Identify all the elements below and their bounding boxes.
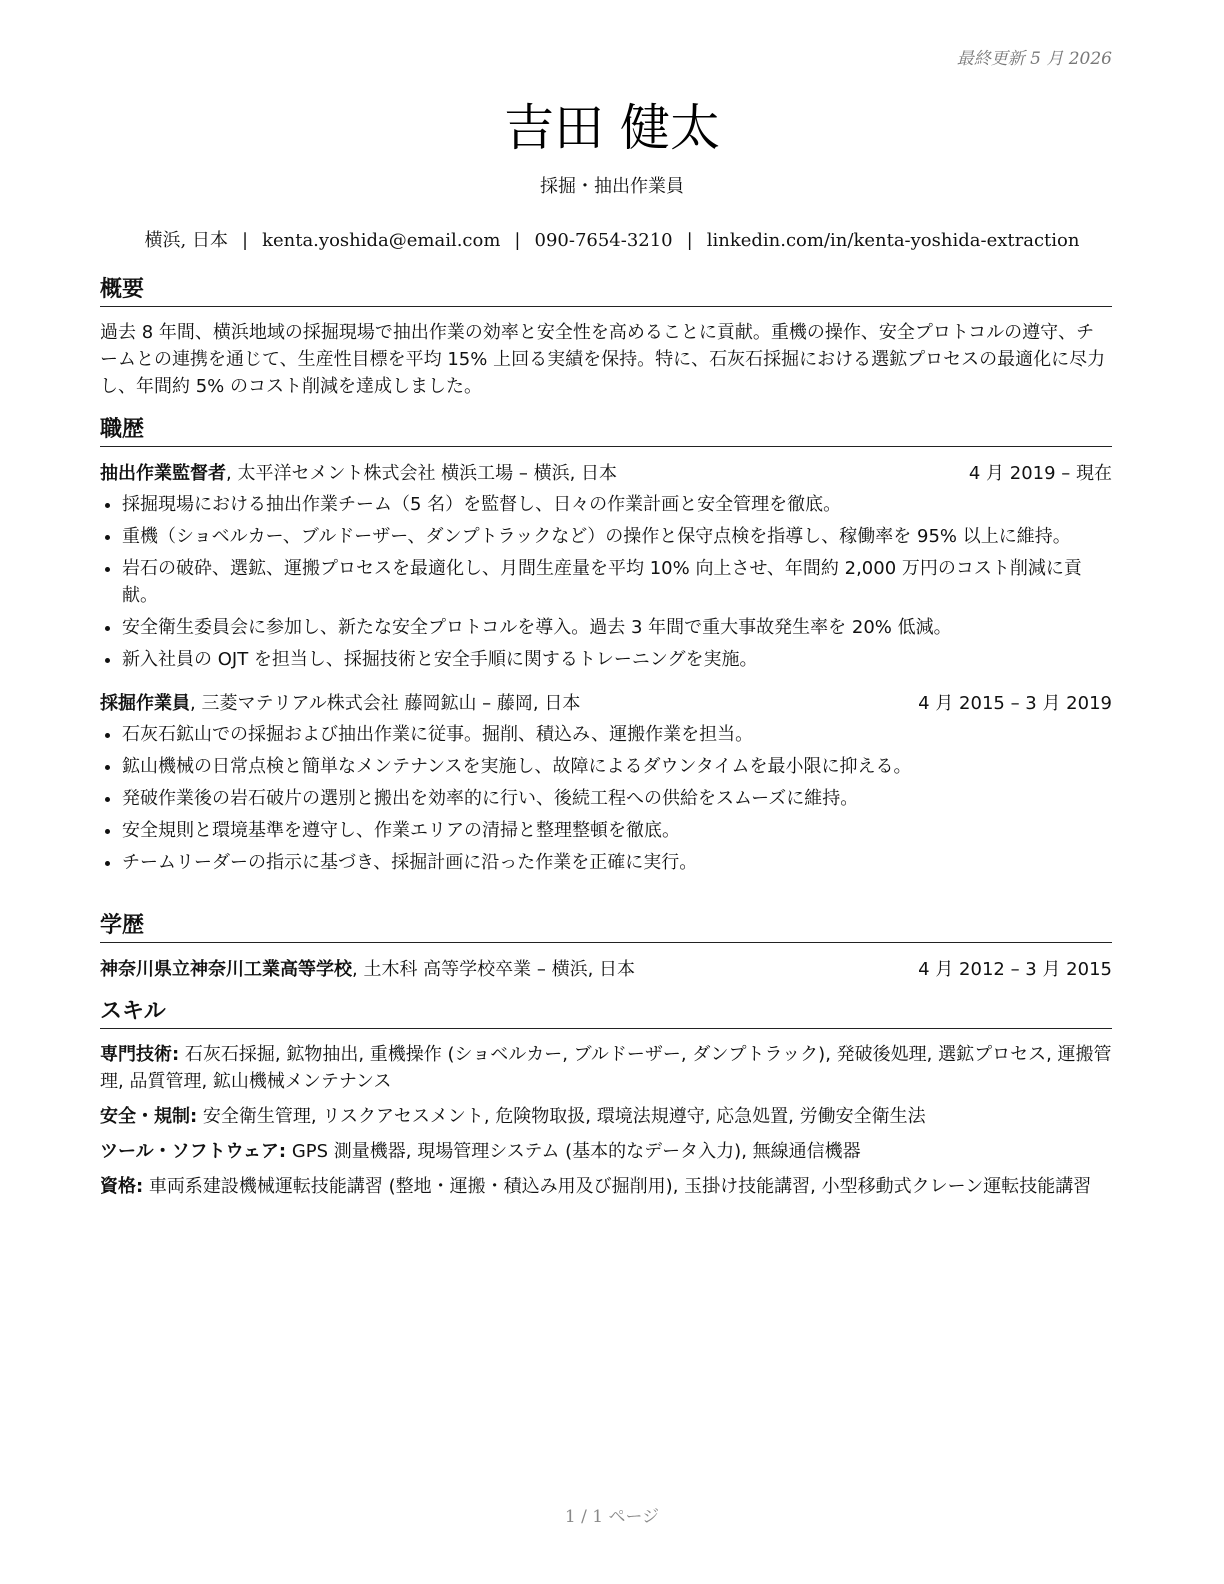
job-bullets [100,721,1112,876]
job-bullet: • 岩石の破砕、選鉱、運搬プロセスを最適化し、月間生産量を平均 10% 向上させ、年間約 2,000 万円のコスト削減に貢献。 [122,555,1112,609]
job-org: , 太平洋セメント株式会社 横浜工場 – 横浜, 日本 [226,463,618,484]
job-dates: 4 月 2019 – 現在 [968,463,1112,484]
job-entry [100,691,1112,876]
last-updated: 最終更新 5 月 2026 [956,49,1112,69]
job-bullet: • 発破作業後の岩石破片の選別と搬出を効率的に行い、後続工程への供給をスムーズに維持。 [122,785,1112,812]
skills-list [100,1041,1112,1200]
education-school-detail [100,957,635,983]
job-bullet: • 安全衛生委員会に参加し、新たな安全プロトコルを導入。過去 3 年間で重大事故発生率を 20% 低減。 [122,614,1112,641]
job-bullet: • チームリーダーの指示に基づき、採掘計画に沿った作業を正確に実行。 [122,849,1112,876]
skill-line [100,1041,1112,1095]
contact-linkedin[interactable]: linkedin.com/in/kenta-yoshida-extraction [706,230,1080,251]
skill-label: 専門技術: [100,1044,180,1065]
contact-phone[interactable]: 090-7654-3210 [534,230,673,251]
education-entry [100,957,1112,983]
skill-line [100,1103,1112,1130]
skill-text: GPS 測量機器, 現場管理システム (基本的なデータ入力), 無線通信機器 [286,1141,861,1162]
job-header [100,691,1112,717]
skill-label: ツール・ソフトウェア: [100,1141,287,1162]
contact-separator: | [241,230,249,251]
job-title-org [100,691,580,717]
job-title: 採掘作業員 [100,693,190,714]
job-bullets [100,491,1112,673]
job-bullet: • 採掘現場における抽出作業チーム（5 名）を監督し、日々の作業計画と安全管理を徹底。 [122,491,1112,518]
education-school: 神奈川県立神奈川工業高等学校 [100,959,352,980]
job-dates: 4 月 2015 – 3 月 2019 [918,693,1112,714]
skill-line [100,1138,1112,1165]
job-title: 抽出作業監督者 [100,463,226,484]
summary-section [100,276,1112,400]
job-org: , 三菱マテリアル株式会社 藤岡鉱山 – 藤岡, 日本 [190,693,581,714]
job-title-org [100,461,617,487]
education-detail: , 土木科 高等学校卒業 – 横浜, 日本 [352,959,636,980]
candidate-name: 吉田 健太 [504,99,720,157]
education-heading: 学歴 [100,912,1112,943]
contact-separator: | [686,230,693,251]
education-dates: 4 月 2012 – 3 月 2015 [918,959,1112,980]
job-bullet: • 新入社員の OJT を担当し、採掘技術と安全手順に関するトレーニングを実施。 [122,646,1112,673]
experience-section [100,416,1112,881]
skills-heading: スキル [100,998,1112,1029]
job-bullet: • 石灰石鉱山での採掘および抽出作業に従事。掘削、積込み、運搬作業を担当。 [122,721,1112,748]
skill-label: 資格: [100,1176,144,1197]
contact-line [0,226,1224,252]
summary-text: 過去 8 年間、横浜地域の採掘現場で抽出作業の効率と安全性を高めることに貢献。重機の操作、安全プロトコルの遵守、チームとの連携を通じて、生産性目標を平均 15% 上回る実績を保持。特に、石灰石採掘における選鉱プロセスの最適化に尽力し、年間約 5% のコスト削減を達成しました。 [100,322,1106,397]
contact-location: 横浜, 日本 [144,230,228,251]
contact-email[interactable]: kenta.yoshida@email.com [262,230,501,251]
skill-text: 石灰石採掘, 鉱物抽出, 重機操作 (ショベルカー, ブルドーザー, ダンプトラック), 発破後処理, 選鉱プロセス, 運搬管理, 品質管理, 鉱山機械メンテナンス [100,1044,1112,1092]
job-entry [100,461,1112,673]
skill-text: 車両系建設機械運転技能講習 (整地・運搬・積込み用及び掘削用), 玉掛け技能講習, 小型移動式クレーン運転技能講習 [143,1176,1092,1197]
job-bullet: • 鉱山機械の日常点検と簡単なメンテナンスを実施し、故障によるダウンタイムを最小限に抑える。 [122,753,1112,780]
job-bullet: • 安全規則と環境基準を遵守し、作業エリアの清掃と整理整頓を徹底。 [122,817,1112,844]
education-section [100,912,1112,983]
skill-line [100,1173,1112,1200]
job-header [100,461,1112,487]
experience-heading: 職歴 [100,416,1112,447]
candidate-role: 採掘・抽出作業員 [540,176,684,197]
skill-text: 安全衛生管理, リスクアセスメント, 危険物取扱, 環境法規遵守, 応急処置, 労働安全衛生法 [197,1106,926,1127]
contact-separator: | [514,230,521,251]
job-bullet: • 重機（ショベルカー、ブルドーザー、ダンプトラックなど）の操作と保守点検を指導し、稼働率を 95% 以上に維持。 [122,523,1112,550]
summary-heading: 概要 [100,276,1112,307]
skill-label: 安全・規制: [100,1106,198,1127]
skills-section [100,998,1112,1208]
page-number: 1 / 1 ページ [564,1507,660,1527]
